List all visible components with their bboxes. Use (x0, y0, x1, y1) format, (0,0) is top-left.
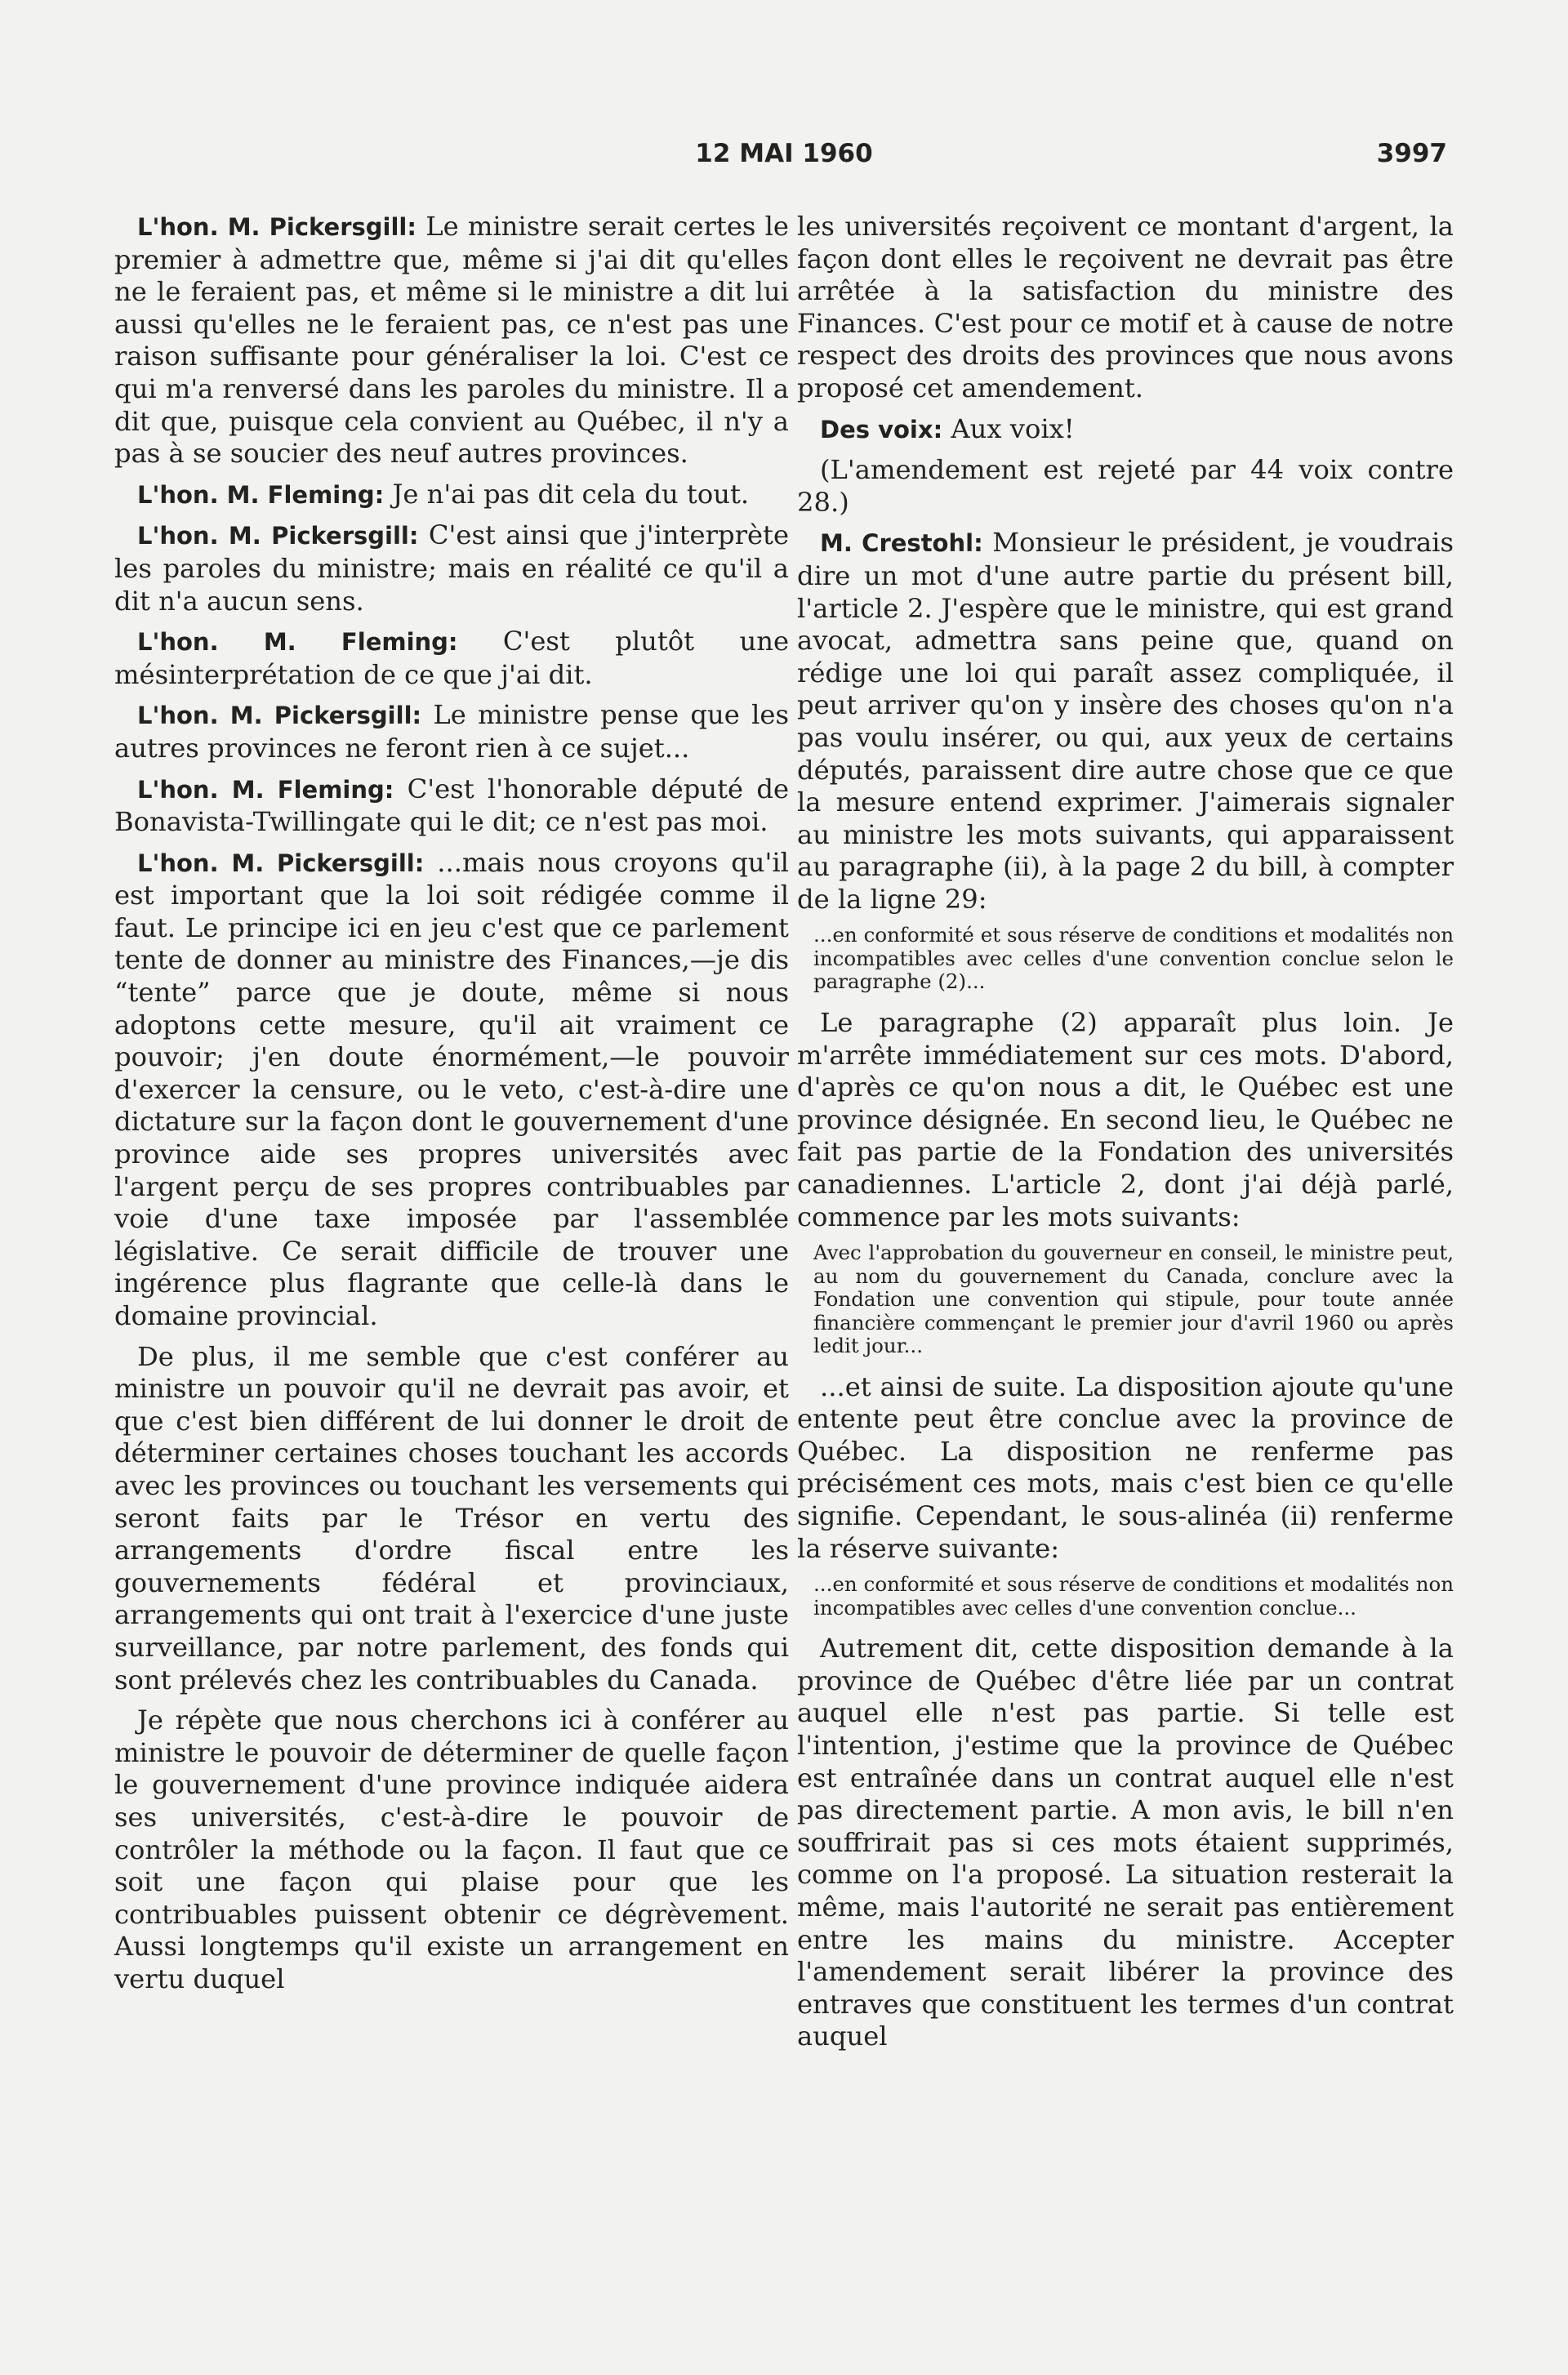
speaker-name: L'hon. M. Fleming: (137, 775, 394, 804)
speaker-name: L'hon. M. Pickersgill: (137, 702, 422, 730)
page-date: 12 MAI 1960 (695, 139, 873, 168)
speech-text: Je répète que nous cherchons ici à conférer au ministre le pouvoir de déterminer de quelle façon le gouvernement d'une province indiquée aidera ses universités, c'est-à-dire le pouvoir de contrôler la méthode ou la façon. Il faut que ce soit une façon qui plaise pour que les contribuables puissent obtenir ce dégrèvement. Aussi longtemps qu'il existe un arrangement en vertu duquel (114, 1704, 789, 1994)
paragraph (114, 773, 789, 839)
paragraph (114, 519, 789, 617)
paragraph (797, 527, 1454, 916)
paragraph (114, 1341, 789, 1697)
speaker-name: L'hon. M. Fleming: (137, 628, 458, 657)
speech-text: Le ministre pense que les autres provinces ne feront rien à ce sujet... (114, 699, 789, 764)
paragraph: Le paragraphe (2) apparaît plus loin. Je m'arrête immédiatement sur ces mots. D'abord, d'après ce qu'on nous a dit, le Québec est une province désignée. En second lieu, le Québec ne fait pas partie de la Fondation des universités canadiennes. L'article 2, dont j'ai déjà parlé, commence par les mots suivants: (797, 1006, 1454, 1232)
paragraph: ...et ainsi de suite. La disposition ajoute qu'une entente peut être conclue avec la province de Québec. La disposition ne renferme pas précisément ces mots, mais c'est bien ce qu'elle signifie. Cependant, le sous-alinéa (ii) renferme la réserve suivante: (797, 1370, 1454, 1564)
speaker-name: L'hon. M. Pickersgill: (137, 213, 416, 241)
speaker-name: L'hon. M. Pickersgill: (137, 849, 425, 877)
speaker-name: L'hon. M. Fleming: (137, 480, 385, 509)
paragraph: Autrement dit, cette disposition demande à la province de Québec d'être liée par un contrat auquel elle n'est pas partie. Si telle est l'intention, j'estime que la province de Québec est entraînée dans un contrat auquel elle n'est pas directement partie. A mon avis, le bill n'en souffrirait pas si ces mots étaient supprimés, comme on l'a proposé. La situation resterait la même, mais l'autorité ne serait pas entièrement entre les mains du ministre. Accepter l'amendement serait libérer la province des entraves que constituent les termes d'un contrat auquel (797, 1633, 1454, 2052)
right-column (797, 211, 1454, 2061)
speaker-name: Des voix: (820, 415, 943, 443)
speech-text: Je n'ai pas dit cela du tout. (384, 478, 750, 510)
left-column (114, 211, 789, 2003)
paragraph (114, 211, 789, 470)
block-quote: ...en conformité et sous réserve de conditions et modalités non incompatibles avec celles d'une convention conclue... (813, 1572, 1454, 1620)
paragraph: les universités reçoivent ce montant d'argent, la façon dont elles le reçoivent ne devrait pas être arrêtée à la satisfaction du ministre des Finances. C'est pour ce motif et à cause de notre respect des droits des provinces que nous avons proposé cet amendement. (797, 211, 1454, 403)
paragraph (114, 626, 789, 691)
speaker-name: L'hon. M. Pickersgill: (137, 522, 419, 550)
speech-text: Monsieur le président, je voudrais dire un mot d'une autre partie du présent bill, l'article 2. J'espère que le ministre, qui est grand avocat, admettra sans peine que, quand on rédige une loi qui paraît assez compliquée, il peut arriver qu'on y insère des choses qu'on n'a pas voulu insérer, ou qui, aux yeux de certains députés, paraissent dire autre chose que ce que la mesure entend exprimer. J'aimerais signaler au ministre les mots suivants, qui apparaissent au paragraphe (ii), à la page 2 du bill, à compter de la ligne 29: (797, 527, 1454, 915)
paragraph: (L'amendement est rejeté par 44 voix contre 28.) (797, 454, 1454, 518)
paragraph (114, 847, 789, 1333)
paragraph (114, 1704, 789, 1995)
block-quote: ...en conformité et sous réserve de conditions et modalités non incompatibles avec celles d'une convention conclue selon le paragraphe (2)... (813, 923, 1454, 994)
paragraph (797, 413, 1454, 447)
speech-text: Aux voix! (942, 412, 1075, 444)
speech-text: C'est plutôt une mésinterprétation de ce que j'ai dit. (114, 626, 789, 690)
paragraph (114, 479, 789, 512)
speech-text: De plus, il me semble que c'est conférer au ministre un pouvoir qu'il ne devrait pas avoir, et que c'est bien différent de lui donner le droit de déterminer certaines choses touchant les accords avec les provinces ou touchant les versements qui seront faits par le Trésor en vertu des arrangements d'ordre fiscal entre les gouvernements fédéral et provinciaux, arrangements qui ont trait à l'exercice d'une juste surveillance, par notre parlement, des fonds qui sont prélevés chez les contribuables du Canada. (114, 1340, 789, 1695)
paragraph (114, 699, 789, 764)
page-number: 3997 (1376, 139, 1447, 168)
speech-text: Le ministre serait certes le premier à admettre que, même si j'ai dit qu'elles ne le feraient pas, et même si le ministre a dit lui aussi qu'elles ne le feraient pas, ce n'est pas une raison suffisante pour généraliser la loi. C'est ce qui m'a renversé dans les paroles du ministre. Il a dit que, puisque cela convient au Québec, il n'y a pas à se soucier des neuf autres provinces. (114, 211, 789, 470)
speech-text: C'est ainsi que j'interprète les paroles du ministre; mais en réalité ce qu'il a dit n'a aucun sens. (114, 519, 789, 617)
speaker-name: M. Crestohl: (820, 529, 983, 558)
speech-text: C'est l'honorable député de Bonavista-Twillingate qui le dit; ce n'est pas moi. (114, 773, 789, 838)
speech-text: ...mais nous croyons qu'il est important que la loi soit rédigée comme il faut. Le principe ici en jeu c'est que ce parlement tente de donner au ministre des Finances,—je dis “tente” parce que je doute, même si nous adoptons cette mesure, qu'il ait vraiment ce pouvoir; j'en doute énormément,—le pouvoir d'exercer la censure, ou le veto, c'est-à-dire une dictature sur la façon dont le gouvernement d'une province aide ses propres universités avec l'argent perçu de ses propres contribuables par voie d'une taxe imposée par l'assemblée législative. Ce serait difficile de trouver une ingérence plus flagrante que celle-là dans le domaine provincial. (114, 846, 789, 1331)
page-header (0, 139, 1568, 180)
block-quote: Avec l'approbation du gouverneur en conseil, le ministre peut, au nom du gouvernement du Canada, conclure avec la Fondation une convention qui stipule, pour toute année financière commençant le premier jour d'avril 1960 ou après ledit jour... (813, 1241, 1454, 1358)
